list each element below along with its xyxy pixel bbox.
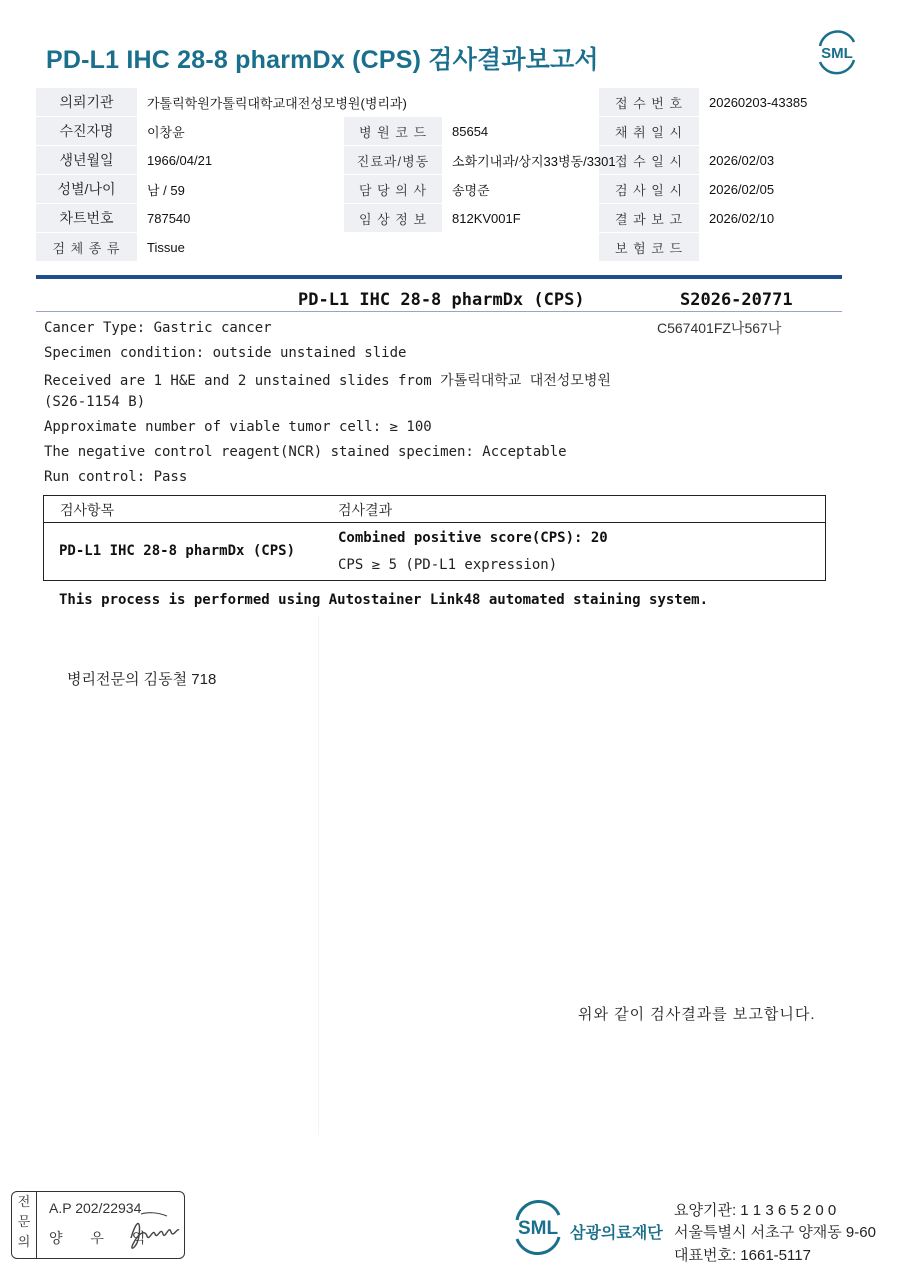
info-row	[36, 117, 864, 146]
header-result: 검사결과	[338, 503, 393, 519]
info-value: 소화기내과/상지33병동/3301	[442, 146, 599, 175]
info-label: 채 취 일 시	[599, 117, 699, 146]
info-label: 성별/나이	[36, 175, 137, 204]
footer-logo-text: SML	[517, 1218, 559, 1239]
fold-line	[318, 615, 319, 1135]
report-line-ncr: The negative control reagent(NCR) stained specimen: Acceptable	[44, 444, 567, 460]
info-value: 2026/02/05	[699, 175, 864, 204]
footer-phone: 대표번호: 1661-5117	[674, 1247, 811, 1264]
info-value: 1966/04/21	[137, 146, 344, 175]
report-line-specimen: Specimen condition: outside unstained slide	[44, 345, 407, 361]
specialist-license: A.P 202/22934	[49, 1200, 142, 1216]
info-value: 812KV001F	[442, 204, 599, 233]
info-row	[36, 233, 864, 262]
patient-info-table	[36, 88, 864, 262]
foundation-name: 삼광의료재단	[570, 1225, 663, 1242]
report-code: S2026-20771	[680, 290, 793, 310]
report-subcode: C567401FZ나567나	[657, 320, 782, 336]
report-line-run-control: Run control: Pass	[44, 469, 188, 485]
handwritten-signature	[127, 1208, 182, 1254]
info-value: 가톨릭학원가톨릭대학교대전성모병원(병리과)	[137, 88, 599, 117]
info-row	[36, 146, 864, 175]
report-line-received: Received are 1 H&E and 2 unstained slides from 가톨릭대학교 대전성모병원	[44, 373, 611, 389]
page-title: PD-L1 IHC 28-8 pharmDx (CPS) 검사결과보고서	[46, 46, 599, 74]
title-underline	[36, 311, 842, 312]
info-value: 85654	[442, 117, 599, 146]
info-label: 수진자명	[36, 117, 137, 146]
info-label: 검 사 일 시	[599, 175, 699, 204]
result-table-header	[44, 496, 825, 523]
sml-footer-logo	[508, 1198, 568, 1256]
test-item: PD-L1 IHC 28-8 pharmDx (CPS)	[59, 543, 296, 559]
info-label: 병 원 코 드	[344, 117, 442, 146]
info-row	[36, 175, 864, 204]
info-label: 접 수 번 호	[599, 88, 699, 117]
report-line-slide-id: (S26-1154 B)	[44, 394, 146, 410]
info-value: Tissue	[137, 233, 599, 262]
process-note: This process is performed using Autostainer Link48 automated staining system.	[59, 592, 709, 608]
pathologist-signature: 병리전문의 김동철 718	[67, 671, 217, 688]
info-value: 이창윤	[137, 117, 344, 146]
info-label: 진료과/병동	[344, 146, 442, 175]
report-line-cancer-type: Cancer Type: Gastric cancer	[44, 320, 272, 336]
info-value: 2026/02/10	[699, 204, 864, 233]
label-char: 전	[17, 1194, 31, 1209]
label-char: 문	[17, 1214, 31, 1229]
info-label: 임 상 정 보	[344, 204, 442, 233]
info-value: 787540	[137, 204, 344, 233]
info-row	[36, 204, 864, 233]
report-line-tumor-cell: Approximate number of viable tumor cell: ≥ 100	[44, 419, 432, 435]
result-main: Combined positive score(CPS): 20	[338, 530, 608, 546]
section-divider	[36, 275, 842, 279]
closing-statement: 위와 같이 검사결과를 보고합니다.	[578, 1006, 816, 1023]
result-note: CPS ≥ 5 (PD-L1 expression)	[338, 557, 558, 573]
info-label: 결 과 보 고	[599, 204, 699, 233]
info-label: 담 당 의 사	[344, 175, 442, 204]
result-table	[43, 495, 826, 581]
info-label: 접 수 일 시	[599, 146, 699, 175]
info-value: 2026/02/03	[699, 146, 864, 175]
info-label: 보 험 코 드	[599, 233, 699, 262]
sml-logo	[812, 28, 862, 76]
info-value: 남 / 59	[137, 175, 344, 204]
info-label: 검 체 종 류	[36, 233, 137, 262]
info-value	[699, 117, 864, 146]
report-title: PD-L1 IHC 28-8 pharmDx (CPS)	[298, 290, 585, 310]
info-value	[699, 233, 864, 262]
info-value: 20260203-43385	[699, 88, 864, 117]
footer-address: 서울특별시 서초구 양재동 9-60	[674, 1224, 876, 1241]
header-item: 검사항목	[60, 503, 115, 519]
info-label: 생년월일	[36, 146, 137, 175]
info-label: 의뢰기관	[36, 88, 137, 117]
institution-code: 요양기관: 1 1 3 6 5 2 0 0	[674, 1202, 837, 1219]
label-char: 의	[17, 1234, 31, 1249]
specialist-label	[12, 1192, 37, 1258]
specialist-name: 양 우 익	[49, 1230, 158, 1246]
info-value: 송명준	[442, 175, 599, 204]
sml-logo-text: SML	[821, 45, 853, 62]
specialist-stamp	[11, 1191, 185, 1259]
info-row	[36, 88, 864, 117]
info-label: 차트번호	[36, 204, 137, 233]
